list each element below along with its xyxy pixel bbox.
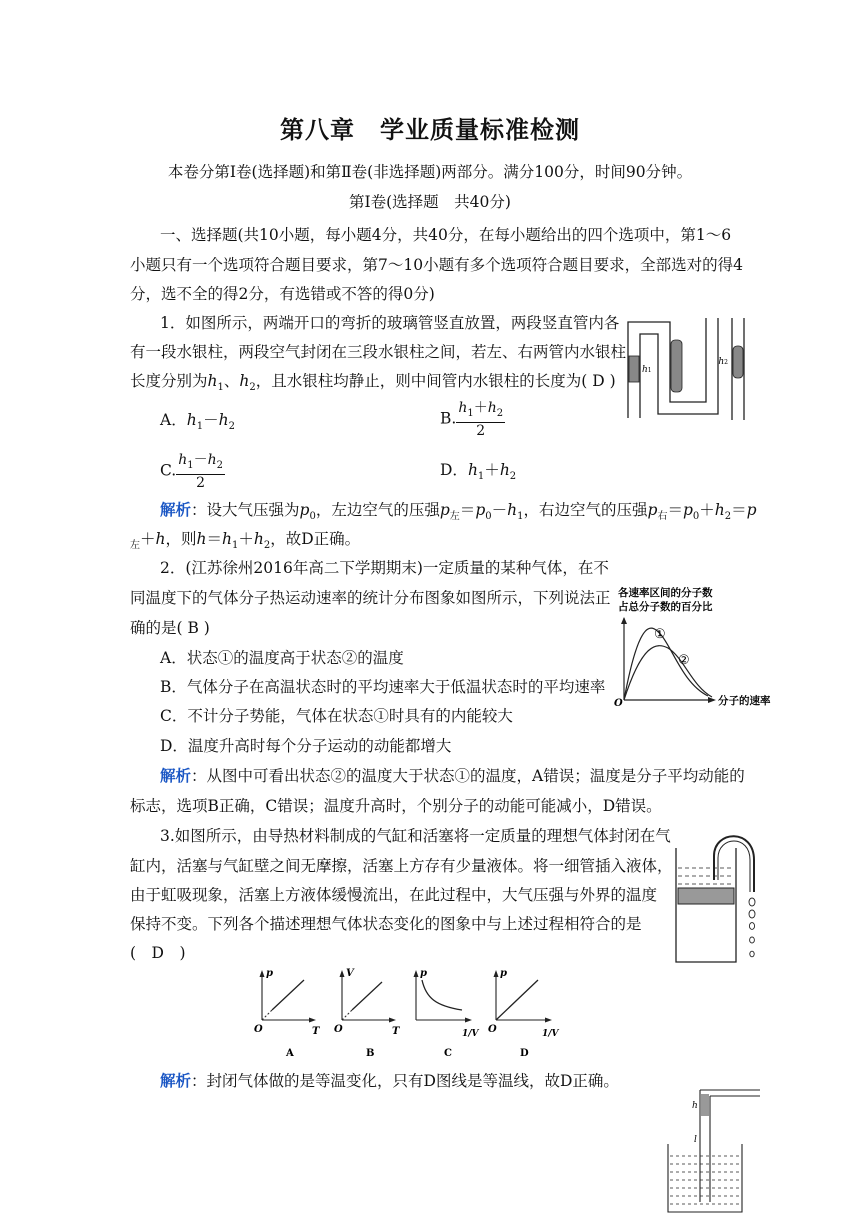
curve-state-1	[624, 628, 708, 700]
graph-a	[254, 968, 321, 1059]
svg-text:A: A	[286, 1048, 294, 1059]
instructions-line-2: 小题只有一个选项符合题目要求，第7～10小题有多个选项符合题目要求，全部选对的得4	[130, 256, 743, 274]
piston	[678, 888, 734, 904]
svg-text:O: O	[488, 1024, 497, 1035]
q3-line-2: 缸内，活塞与气缸壁之间无摩擦，活塞上方存有少量液体。将一细管插入液体，	[130, 857, 673, 875]
svg-text:p: p	[500, 968, 507, 979]
svg-text:T: T	[312, 1026, 320, 1037]
instructions-line-1: 一、选择题(共10小题，每小题4分，共40分，在每小题给出的四个选项中，第1～6	[160, 226, 732, 244]
q2-option-d: D．温度升高时每个分子运动的动能都增大	[160, 737, 452, 755]
y-axis-label-line-2: 占总分子数的百分比	[618, 601, 713, 613]
h1-label: h1	[642, 365, 652, 375]
q3-line-5: ( D )	[130, 944, 186, 962]
svg-text:D: D	[520, 1048, 529, 1059]
q3-line-3: 由于虹吸现象，活塞上方液体缓慢流出，在此过程中，大气压强与外界的温度	[130, 886, 658, 904]
q2-distribution-figure	[612, 584, 790, 710]
origin-label: O	[614, 698, 623, 709]
instructions-line-3: 分，选不全的得2分，有选错或不答的得0分)	[130, 285, 435, 303]
q2-option-c: C．不计分子势能，气体在状态①时具有的内能较大	[160, 707, 513, 725]
q1-line-2: 有一段水银柱，两段空气封闭在三段水银柱之间，若左、右两管内水银柱	[130, 343, 627, 361]
y-axis-label-line-1: 各速率区间的分子数	[618, 587, 713, 599]
svg-text:h: h	[692, 1101, 698, 1111]
q2-line-3: 确的是( B )	[130, 619, 210, 637]
q1-option-b: B. $\frac{h_1+h_2}{2}$	[440, 400, 504, 439]
svg-text:1/V: 1/V	[462, 1029, 479, 1039]
h2-label: h2	[718, 357, 728, 367]
q1-line-3: 长度分别为$h_1$、$h_2$，且水银柱均静止，则中间管内水银柱的长度为( D )	[130, 372, 616, 394]
q1-analysis-line-2: $_左$＋h，则$h=h_1+h_2$，故D正确。	[130, 530, 361, 552]
svg-text:B: B	[366, 1048, 375, 1059]
q3-cylinder-figure	[670, 830, 770, 966]
svg-text:l: l	[694, 1135, 697, 1145]
q2-option-b: B．气体分子在高温状态时的平均速率大于低温状态时的平均速率	[160, 678, 606, 696]
left-mercury-column	[629, 356, 639, 382]
x-axis-label: 分子的速率	[718, 695, 771, 707]
mercury-plug	[701, 1094, 709, 1116]
q2-option-a: A．状态①的温度高于状态②的温度	[160, 649, 404, 667]
middle-mercury-column	[671, 340, 682, 392]
q1-option-a: A．$h_1-h_2$	[160, 411, 235, 433]
curve-2-label: ②	[678, 653, 690, 668]
q2-line-1: 2．(江苏徐州2016年高二下学期期末)一定质量的某种气体，在不	[160, 559, 609, 577]
svg-text:O: O	[334, 1024, 343, 1035]
q3-line-1: 3.如图所示，由导热材料制成的气缸和活塞将一定质量的理想气体封闭在气	[160, 827, 671, 845]
curve-1-label: ①	[654, 627, 666, 642]
svg-text:O: O	[254, 1024, 263, 1035]
curve-state-2	[624, 646, 712, 700]
svg-text:T: T	[392, 1026, 400, 1037]
q2-analysis-line-2: 标志，选项B正确，C错误；温度升高时，个别分子的动能可能减小，D错误。	[130, 797, 662, 815]
svg-text:p: p	[420, 968, 427, 979]
svg-text:p: p	[266, 968, 273, 979]
q1-option-c: C. $\frac{h_1-h_2}{2}$	[160, 452, 224, 491]
q1-tube-figure	[624, 316, 750, 420]
q3-graphs	[248, 964, 568, 1060]
q2-analysis-line-1: 解析：从图中可看出状态②的温度大于状态①的温度，A错误；温度是分子平均动能的	[160, 766, 745, 785]
svg-text:1/V: 1/V	[542, 1029, 559, 1039]
q4-tube-figure	[664, 1084, 764, 1214]
q1-analysis-line-1: 解析：设大气压强为$p_0$，左边空气的压强$p_左=p_0-h_1$，右边空气的压强$p_右=p_0+h_2=p$	[160, 500, 757, 523]
q3-analysis: 解析：封闭气体做的是等温变化，只有D图线是等温线，故D正确。	[160, 1071, 619, 1090]
graph-d	[488, 968, 560, 1059]
svg-text:V: V	[346, 968, 354, 979]
exam-intro: 本卷分第Ⅰ卷(选择题)和第Ⅱ卷(非选择题)两部分。满分100分，时间90分钟。	[167, 163, 693, 181]
graph-c	[414, 968, 480, 1059]
q3-line-4: 保持不变。下列各个描述理想气体状态变化的图象中与上述过程相符合的是	[130, 915, 642, 933]
graph-b	[334, 968, 401, 1059]
section-heading: 第Ⅰ卷(选择题 共40分)	[349, 193, 511, 211]
svg-text:C: C	[444, 1048, 452, 1059]
q1-line-1: 1．如图所示，两端开口的弯折的玻璃管竖直放置，两段竖直管内各	[160, 314, 620, 332]
page-title: 第八章 学业质量标准检测	[280, 116, 580, 144]
right-mercury-column	[733, 346, 743, 378]
q2-line-2: 同温度下的气体分子热运动速率的统计分布图象如图所示，下列说法正	[130, 589, 611, 607]
q1-option-d: D．$h_1+h_2$	[440, 461, 517, 483]
